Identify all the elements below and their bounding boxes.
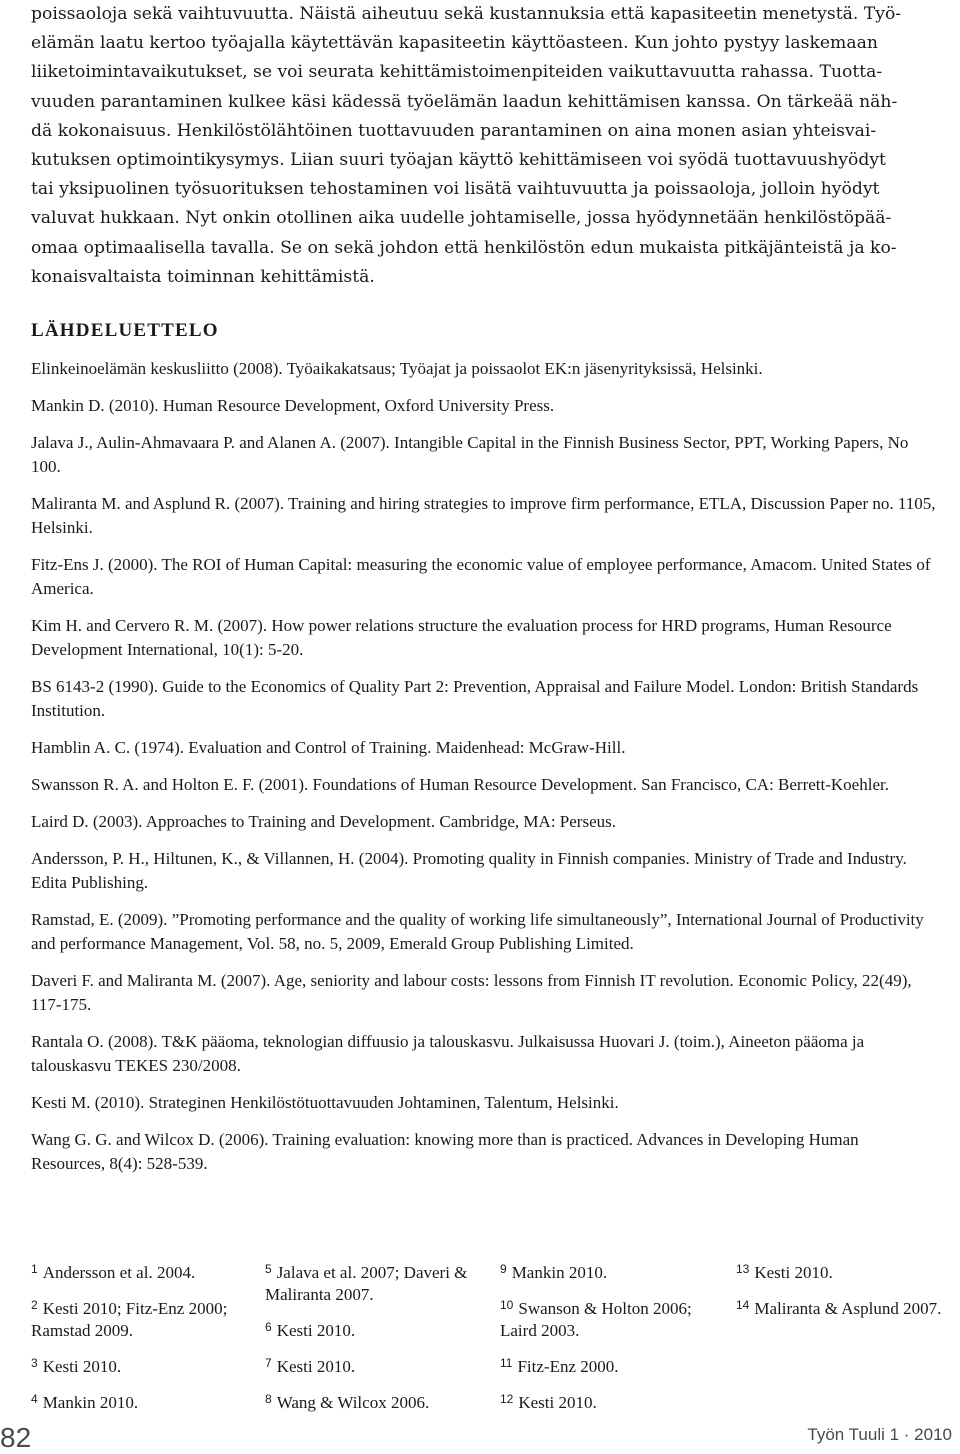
footnote: [736, 1294, 946, 1320]
footnote-text: Kesti 2010.: [42, 1357, 122, 1376]
reference-item: Andersson, P. H., Hiltunen, K., & Villannen, H. (2004). Promoting quality in Finnish companies. Ministry of Trade and Industry. Edita Publishing.: [31, 849, 907, 892]
footnote-text: Wang & Wilcox 2006.: [276, 1393, 430, 1412]
footnote-number: 10: [500, 1298, 514, 1312]
footnote-number: 1: [31, 1262, 38, 1276]
body-line: elämän laatu kertoo työajalla käytettävän kapasiteetin käyttöasteen. Kun johto pystyy laskemaan: [31, 33, 878, 54]
reference-item: Fitz-Ens J. (2000). The ROI of Human Capital: measuring the economic value of employee performance, Amacom. United States of America.: [31, 555, 931, 598]
reference-item: Wang G. G. and Wilcox D. (2006). Training evaluation: knowing more than is practiced. Advances in Developing Human Resources, 8(4): 528-539.: [31, 1130, 859, 1173]
footnote-text: Kesti 2010.: [276, 1321, 356, 1340]
reference-item: Jalava J., Aulin-Ahmavaara P. and Alanen A. (2007). Intangible Capital in the Finnish Business Sector, PPT, Working Papers, No 100.: [31, 433, 909, 476]
body-paragraph: [31, 0, 928, 292]
footnotes-column-4: [736, 1258, 946, 1330]
reference-item: Hamblin A. C. (1974). Evaluation and Control of Training. Maidenhead: McGraw-Hill.: [31, 738, 626, 757]
footnote-number: 11: [500, 1356, 513, 1370]
footnote-text: Maliranta & Asplund 2007.: [754, 1299, 942, 1318]
footnotes-column-2: [265, 1258, 480, 1424]
body-line: liiketoimintavaikutukset, se voi seurata kehittämistoimenpiteiden vaikuttavuutta rahassa. Tuotta-: [31, 62, 883, 83]
body-line: kutuksen optimointikysymys. Liian suuri työajan käyttö kehittämiseen voi syödä tuottavuushyödyt: [31, 150, 886, 171]
footnote-number: 5: [265, 1262, 272, 1276]
reference-item: Rantala O. (2008). T&K pääoma, teknologian diffuusio ja talouskasvu. Julkaisussa Huovari J. (toim.), Aineeton pääoma ja talouskasvu TEKES 230/2008.: [31, 1032, 865, 1075]
footnote: [31, 1352, 241, 1378]
reference-item: Ramstad, E. (2009). ”Promoting performance and the quality of working life simultaneously”, International Journal of Productivity and performance Management, Vol. 58, no. 5, 2009, Emerald Group Publishing Limited.: [31, 910, 924, 953]
reference-item: Swansson R. A. and Holton E. F. (2001). Foundations of Human Resource Development. San Francisco, CA: Berrett-Koehler.: [31, 775, 889, 794]
footnote: [265, 1258, 480, 1306]
footnote-number: 12: [500, 1392, 514, 1406]
footnote-text: Swanson & Holton 2006; Laird 2003.: [500, 1299, 692, 1340]
body-line: valuvat hukkaan. Nyt onkin otollinen aika uudelle johtamiselle, jossa hyödynnetään henkilöstöpää-: [31, 208, 892, 229]
footnote: [31, 1388, 241, 1414]
footnote: [500, 1258, 715, 1284]
footnote: [31, 1294, 241, 1342]
footnote-number: 8: [265, 1392, 272, 1406]
reference-item: Maliranta M. and Asplund R. (2007). Training and hiring strategies to improve firm performance, ETLA, Discussion Paper no. 1105, Helsinki.: [31, 494, 936, 537]
footnotes-column-3: [500, 1258, 715, 1424]
footnote: [265, 1316, 480, 1342]
footnote: [500, 1352, 715, 1378]
footnote-text: Andersson et al. 2004.: [42, 1263, 196, 1282]
footnote-number: 13: [736, 1262, 750, 1276]
footnote-number: 9: [500, 1262, 507, 1276]
reference-item: BS 6143-2 (1990). Guide to the Economics of Quality Part 2: Prevention, Appraisal and Failure Model. London: British Standards Institution.: [31, 677, 919, 720]
footnote-text: Kesti 2010.: [276, 1357, 356, 1376]
footnote-text: Kesti 2010; Fitz-Enz 2000; Ramstad 2009.: [31, 1299, 228, 1340]
reference-item: Mankin D. (2010). Human Resource Development, Oxford University Press.: [31, 396, 555, 415]
footnote-text: Kesti 2010.: [518, 1393, 597, 1412]
footnote: [265, 1352, 480, 1378]
footnote-text: Kesti 2010.: [754, 1263, 833, 1282]
page-number: 82: [0, 1422, 32, 1453]
publication-footer: Työn Tuuli 1 · 2010: [807, 1425, 952, 1444]
body-line: omaa optimaalisella tavalla. Se on sekä johdon että henkilöstön edun mukaista pitkäjänteistä ja ko-: [31, 237, 897, 258]
footnote-text: Jalava et al. 2007; Daveri & Maliranta 2007.: [265, 1263, 468, 1304]
footnote: [500, 1294, 715, 1342]
body-line: konaisvaltaista toiminnan kehittämistä.: [31, 266, 375, 287]
footnote-number: 3: [31, 1356, 38, 1370]
reference-item: Kesti M. (2010). Strateginen Henkilöstötuottavuuden Johtaminen, Talentum, Helsinki.: [31, 1093, 619, 1112]
references-heading: LÄHDELUETTELO: [31, 320, 219, 341]
footnote: [736, 1258, 946, 1284]
footnote-text: Mankin 2010.: [511, 1263, 608, 1282]
footnote: [265, 1388, 480, 1414]
footnote-number: 14: [736, 1298, 750, 1312]
footnote: [500, 1388, 715, 1414]
body-line: poissaoloja sekä vaihtuvuutta. Näistä aiheutuu sekä kustannuksia että kapasiteetin menetystä. Työ-: [31, 4, 902, 24]
footnotes-column-1: [31, 1258, 241, 1424]
footnote-number: 4: [31, 1392, 38, 1406]
footnote-text: Mankin 2010.: [42, 1393, 139, 1412]
body-line: tai yksipuolinen työsuorituksen tehostaminen voi lisätä vaihtuvuutta ja poissaoloja, jolloin hyödyt: [31, 179, 880, 200]
body-line: vuuden parantaminen kulkee käsi kädessä työelämän laadun kehittämisen kanssa. On tärkeää näh-: [31, 91, 898, 112]
body-line: dä kokonaisuus. Henkilöstölähtöinen tuottavuuden parantaminen on aina monen asian yhteisvai-: [31, 120, 877, 141]
reference-item: Kim H. and Cervero R. M. (2007). How power relations structure the evaluation process for HRD programs, Human Resource Development International, 10(1): 5-20.: [31, 616, 892, 659]
reference-item: Elinkeinoelämän keskusliitto (2008). Työaikakatsaus; Työajat ja poissaolot EK:n jäsenyrityksissä, Helsinki.: [31, 359, 763, 378]
reference-item: Laird D. (2003). Approaches to Training and Development. Cambridge, MA: Perseus.: [31, 812, 616, 831]
reference-list: [31, 357, 936, 1189]
footnote-text: Fitz-Enz 2000.: [517, 1357, 619, 1376]
footnote-number: 6: [265, 1320, 272, 1334]
footnote: [31, 1258, 241, 1284]
footnote-number: 2: [31, 1298, 38, 1312]
reference-item: Daveri F. and Maliranta M. (2007). Age, seniority and labour costs: lessons from Finnish IT revolution. Economic Policy, 22(49), 117-175.: [31, 971, 912, 1014]
footnote-number: 7: [265, 1356, 272, 1370]
